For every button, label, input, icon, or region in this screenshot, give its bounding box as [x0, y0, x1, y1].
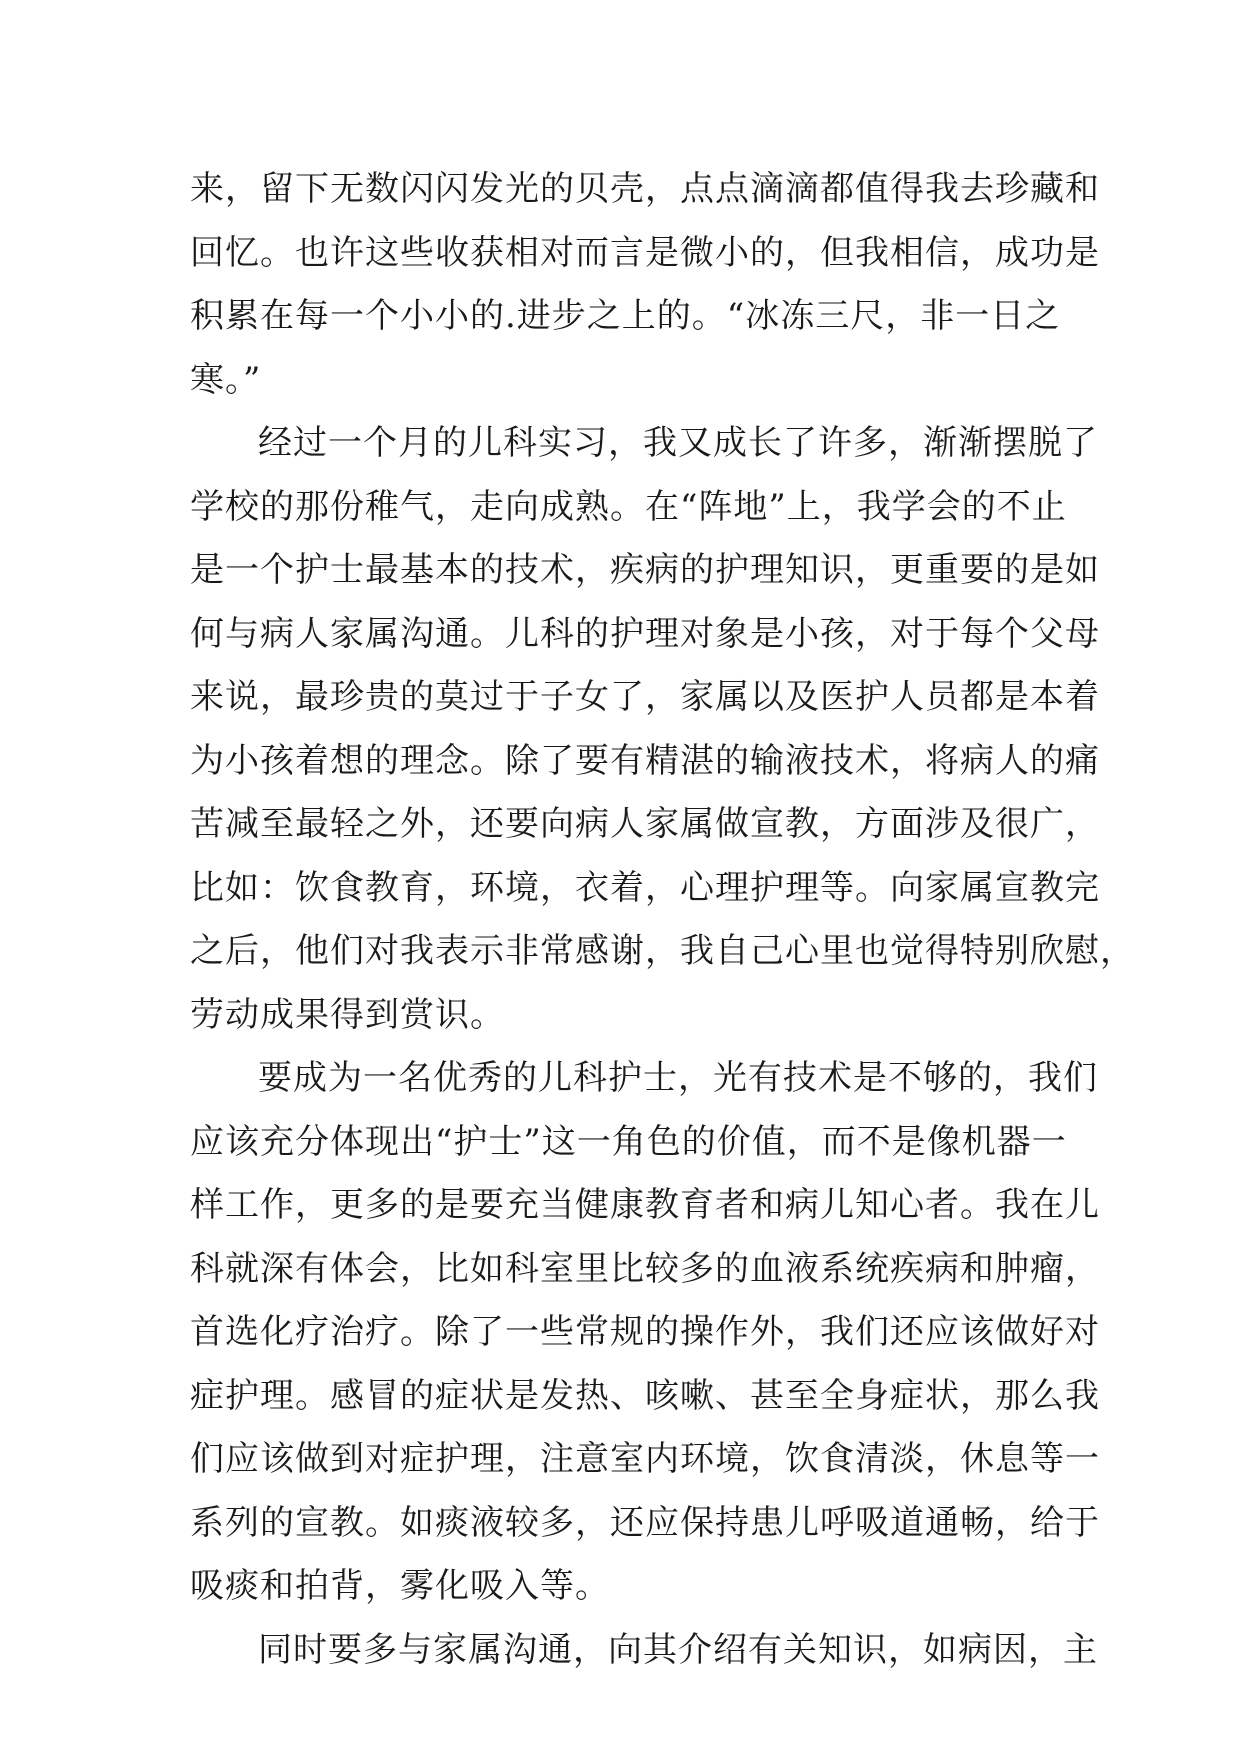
text-line: 何与病人家属沟通。儿科的护理对象是小孩，对于每个父母	[190, 613, 1100, 654]
text-line: 要成为一名优秀的儿科护士，光有技术是不够的，我们	[258, 1058, 1098, 1098]
text-line: 科就深有体会，比如科室里比较多的血液系统疾病和肿瘤，	[190, 1248, 1100, 1289]
text-line: 是一个护士最基本的技术，疾病的护理知识，更重要的是如	[190, 550, 1100, 590]
text-line: 比如：饮食教育，环境，衣着，心理护理等。向家属宣教完	[190, 867, 1100, 908]
text-line: 积累在每一个小小的.进步之上的。“冰冻三尺，非一日之	[190, 296, 1061, 336]
text-line: 系列的宣教。如痰液较多，还应保持患儿呼吸道通畅，给于	[190, 1502, 1100, 1543]
text-line: 吸痰和拍背，雾化吸入等。	[190, 1566, 610, 1606]
text-line: 回忆。也许这些收获相对而言是微小的，但我相信，成功是	[190, 232, 1100, 273]
body-text	[190, 158, 1135, 1682]
text-line: 学校的那份稚气，走向成熟。在“阵地”上，我学会的不止	[190, 486, 1067, 527]
text-line: 劳动成果得到赏识。	[190, 994, 505, 1035]
text-line: 症护理。感冒的症状是发热、咳嗽、甚至全身症状，那么我	[190, 1375, 1100, 1416]
text-line: 经过一个月的儿科实习，我又成长了许多，渐渐摆脱了	[258, 423, 1098, 463]
text-line: 来，留下无数闪闪发光的贝壳，点点滴滴都值得我去珍藏和	[190, 169, 1100, 209]
text-line: 来说，最珍贵的莫过于子女了，家属以及医护人员都是本着	[190, 677, 1100, 717]
text-line: 之后，他们对我表示非常感谢，我自己心里也觉得特别欣慰，	[190, 931, 1135, 971]
text-line: 同时要多与家属沟通，向其介绍有关知识，如病因，主	[258, 1629, 1098, 1670]
text-line: 首选化疗治疗。除了一些常规的操作外，我们还应该做好对	[190, 1312, 1100, 1352]
text-line: 应该充分体现出“护士”这一角色的价值，而不是像机器一	[190, 1121, 1067, 1162]
text-line: 苦减至最轻之外，还要向病人家属做宣教，方面涉及很广，	[190, 804, 1100, 844]
text-line: 们应该做到对症护理，注意室内环境，饮食清淡，休息等一	[190, 1439, 1100, 1479]
text-line: 寒。”	[190, 359, 262, 400]
text-line: 样工作，更多的是要充当健康教育者和病儿知心者。我在儿	[190, 1185, 1100, 1225]
text-line: 为小孩着想的理念。除了要有精湛的输液技术，将病人的痛	[190, 740, 1100, 781]
